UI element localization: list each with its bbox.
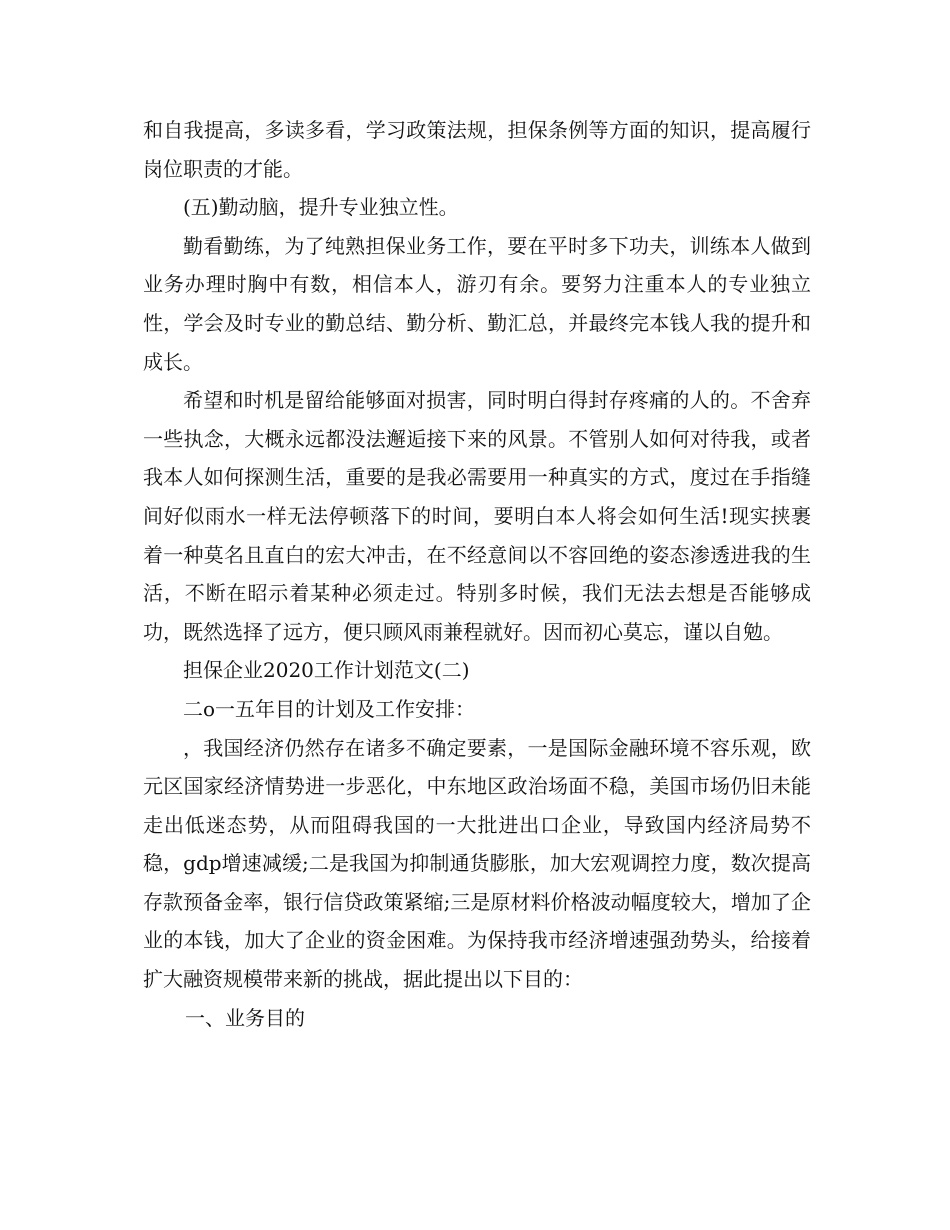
paragraph-practice: 勤看勤练，为了纯熟担保业务工作，要在平时多下功夫，训练本人做到业务办理时胸中有数，相信本人，游刃有余。要努力注重本人的专业独立性，学会及时专业的勤总结、勤分析、勤汇总，并最终完本钱人我的提升和成长。 (143, 233, 811, 374)
paragraph-continuation: 和自我提高，多读多看，学习政策法规，担保条例等方面的知识，提高履行岗位职责的才能。 (143, 118, 811, 181)
document-page (143, 111, 811, 1037)
plan-heading: 二o一五年目的计划及工作安排： (183, 696, 476, 721)
section-heading-business-goal: 一、业务目的 (185, 1005, 305, 1030)
paragraph-economy: ，我国经济仍然存在诸多不确定要素，一是国际金融环境不容乐观，欧元区国家经济情势进一步恶化，中东地区政治场面不稳，美国市场仍旧未能走出低迷态势，从而阻碍我国的一大批进出口企业，导致国内经济局势不稳，gdp增速减缓;二是我国为抑制通货膨胀，加大宏观调控力度，数次提高存款预备金率，银行信贷政策紧缩;三是原材料价格波动幅度较大，增加了企业的本钱，加大了企业的资金困难。为保持我市经济增速强劲势头，给接着扩大融资规模带来新的挑战，据此提出以下目的： (143, 735, 811, 992)
paragraph-hope: 希望和时机是留给能够面对损害，同时明白得封存疼痛的人的。不舍弃一些执念，大概永远都没法邂逅接下来的风景。不管别人如何对待我，或者我本人如何探测生活，重要的是我必需要用一种真实的方式，度过在手指缝间好似雨水一样无法停顿落下的时间，要明白本人将会如何生活!现实挟裹着一种莫名且直白的宏大冲击，在不经意间以不容回绝的姿态渗透进我的生活，不断在昭示着某种必须走过。特别多时候，我们无法去想是否能够成功，既然选择了远方，便只顾风雨兼程就好。因而初心莫忘，谨以自勉。 (143, 388, 811, 644)
section-heading-five: (五)勤动脑，提升专业独立性。 (183, 195, 459, 220)
article-title-two: 担保企业2020工作计划范文(二) (183, 658, 470, 683)
